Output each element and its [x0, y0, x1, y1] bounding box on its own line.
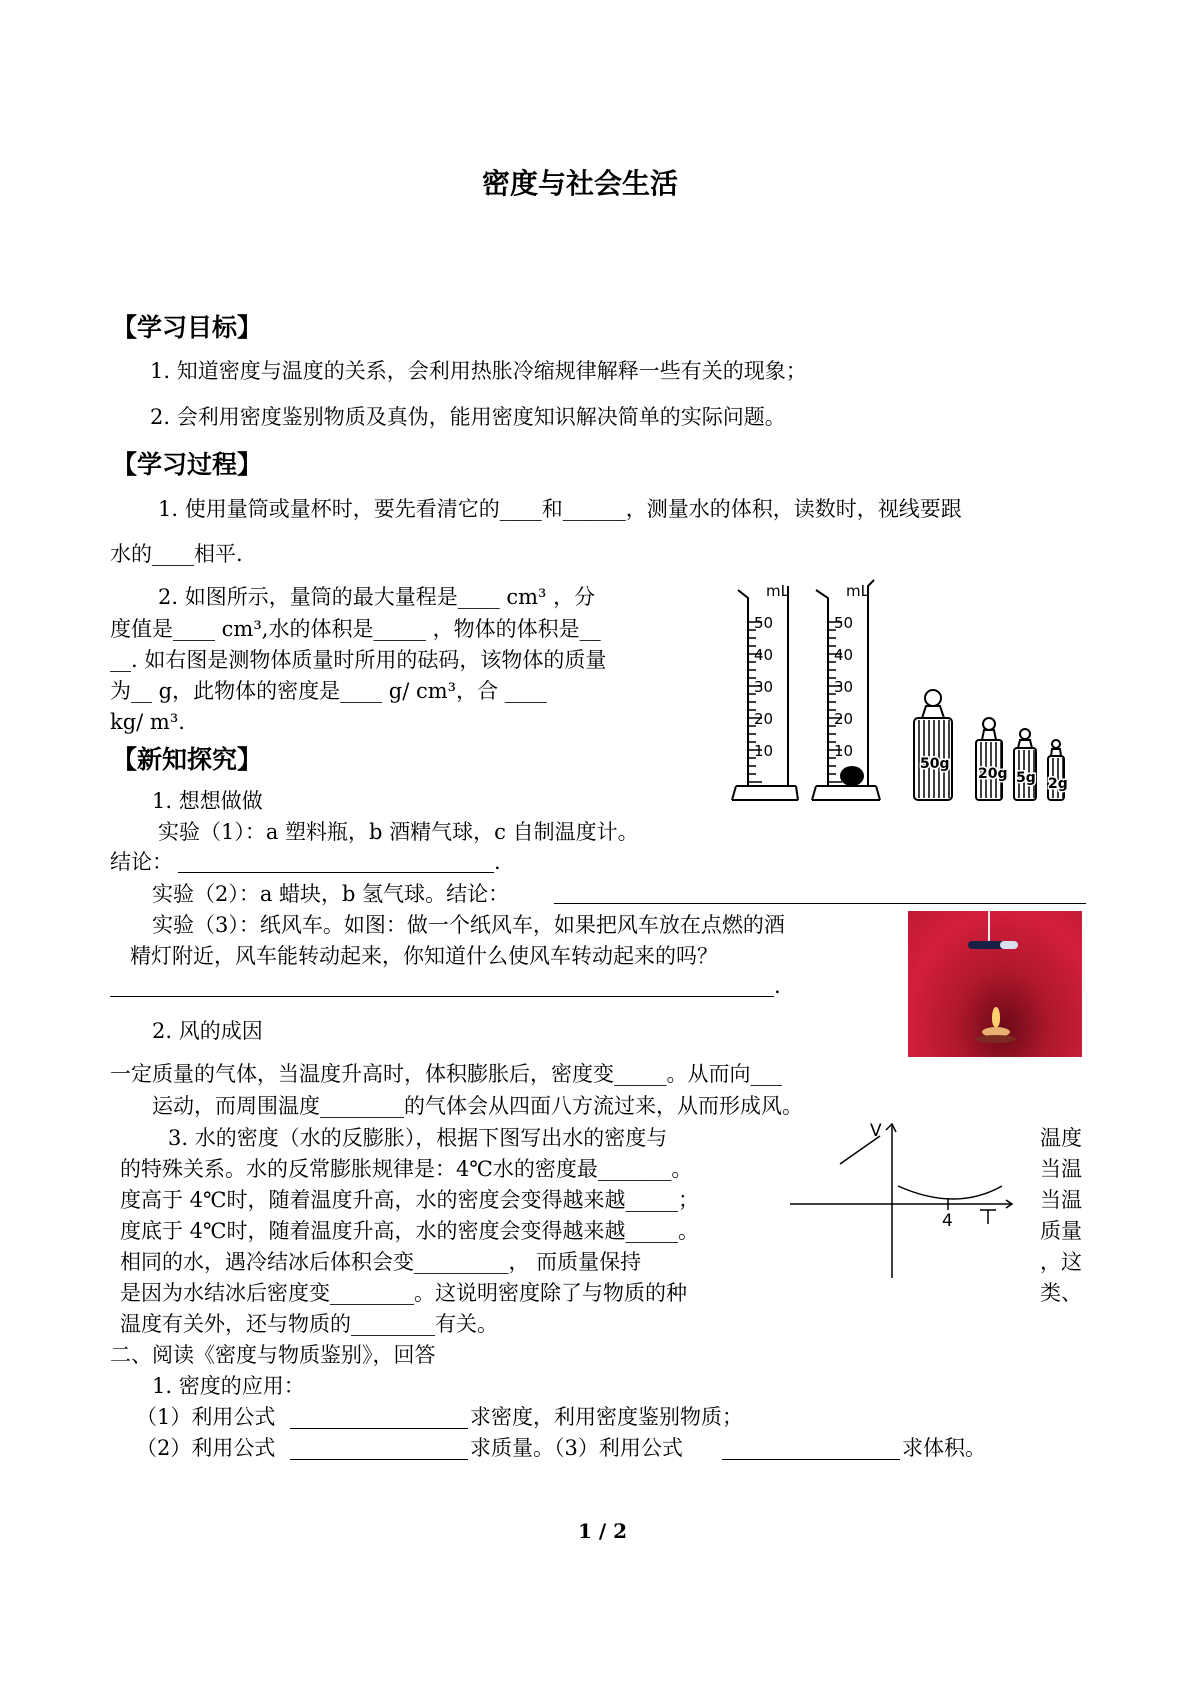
question-2-line: 2. 如图所示，量筒的最大量程是____ cm³ ，分: [158, 585, 596, 609]
weight-label: 50g: [920, 756, 950, 772]
x-axis-label: T: [996, 1204, 997, 1205]
cylinder-tick-label: 10: [834, 742, 854, 760]
answer-blank[interactable]: [110, 996, 774, 997]
experiment-3-end: .: [774, 974, 781, 998]
experiment-1: 实验（1）：a 塑料瓶，b 酒精气球，c 自制温度计。: [158, 820, 639, 844]
answer-blank[interactable]: [722, 1459, 900, 1460]
experiment-3-line: 精灯附近，风车能转动起来，你知道什么使风车转动起来的吗？: [130, 944, 718, 968]
weight-label: 2g: [1048, 776, 1068, 792]
experiment-3-line: 实验（3）：纸风车。如图：做一个纸风车，如果把风车放在点燃的酒: [152, 913, 785, 937]
right-column-text: ，这: [1040, 1250, 1082, 1274]
cylinder-tick-label: 30: [834, 678, 854, 696]
cylinder-tick-label: 40: [834, 646, 854, 664]
formula-line: （1）利用公式: [136, 1405, 276, 1429]
conclusion-label: 结论：: [110, 850, 173, 874]
cylinder-unit-label: mL: [766, 582, 789, 600]
question-2-line: 度值是____ cm³,水的体积是_____ ，物体的体积是__: [110, 617, 601, 641]
right-column-text: 当温: [1040, 1188, 1082, 1212]
formula-line: 求体积。: [902, 1436, 986, 1460]
windmill-photo: [908, 911, 1082, 1057]
volume-temperature-graph: [790, 1120, 1020, 1280]
question-1-line: 1. 使用量筒或量杯时，要先看清它的____和______，测量水的体积，读数时，视线要跟: [158, 497, 962, 521]
answer-blank[interactable]: [290, 1459, 468, 1460]
paragraph: 2. 风的成因: [152, 1019, 263, 1043]
wind-line: 运动，而周围温度________的气体会从四面八方流过来，从而形成风。: [152, 1094, 803, 1118]
water-line: 温度有关外，还与物质的________有关。: [120, 1312, 498, 1336]
cylinder-tick-label: 10: [754, 742, 774, 760]
section-heading-reading: 二、阅读《密度与物质鉴别》，回答: [110, 1343, 436, 1367]
question-2-line: kg/ m³.: [110, 710, 185, 734]
weight-label: 5g: [1016, 770, 1036, 786]
right-column-text: 当温: [1040, 1157, 1082, 1181]
answer-blank[interactable]: [290, 1428, 468, 1429]
paragraph: 1. 想想做做: [152, 789, 263, 813]
x-tick-label: 4: [942, 1211, 953, 1231]
formula-line: （2）利用公式: [136, 1436, 276, 1460]
conclusion-end: .: [494, 850, 501, 874]
formula-line: 求质量。（3）利用公式: [470, 1436, 683, 1460]
water-line: 相同的水，遇冷结冰后体积会变_________， 而质量保持: [120, 1250, 642, 1274]
cylinder-tick-label: 20: [754, 710, 774, 728]
right-column-text: 类、: [1040, 1281, 1082, 1305]
weight-label: 20g: [978, 766, 1008, 782]
water-line: 度高于 4℃时，随着温度升高，水的密度会变得越来越_____；: [120, 1188, 700, 1212]
right-column-text: 温度: [1040, 1126, 1082, 1150]
cylinder-tick-label: 50: [754, 614, 774, 632]
right-column-text: 质量: [1040, 1219, 1082, 1243]
section-heading-goals: 【学习目标】: [112, 313, 263, 342]
water-line: 度底于 4℃时，随着温度升高，水的密度会变得越来越_____。: [120, 1219, 700, 1243]
cylinder-tick-label: 40: [754, 646, 774, 664]
cylinder-tick-label: 50: [834, 614, 854, 632]
curve-water: [898, 1186, 1002, 1199]
submerged-object: [840, 766, 864, 786]
question-2-line: __. 如右图是测物体质量时所用的砝码，该物体的质量: [110, 648, 607, 672]
water-line: 3. 水的密度（水的反膨胀），根据下图写出水的密度与: [168, 1126, 668, 1150]
page-title: 密度与社会生活: [482, 167, 679, 200]
section-heading-explore: 【新知探究】: [112, 745, 263, 774]
cylinders-weights-figure: [730, 578, 1090, 810]
cylinder-tick-label: 30: [754, 678, 774, 696]
paragraph: 1. 密度的应用：: [152, 1374, 305, 1398]
goal-item: 1. 知道密度与温度的关系，会利用热胀冷缩规律解释一些有关的现象；: [150, 359, 807, 383]
answer-blank[interactable]: [178, 872, 494, 873]
page-number: 1 / 2: [578, 1519, 628, 1543]
cylinder-unit-label: mL: [846, 582, 869, 600]
y-axis-label: V: [870, 1121, 882, 1141]
formula-line: 求密度，利用密度鉴别物质；: [470, 1405, 743, 1429]
water-line: 是因为水结冰后密度变________。这说明密度除了与物质的种: [120, 1281, 687, 1305]
goal-item: 2. 会利用密度鉴别物质及真伪，能用密度知识解决简单的实际问题。: [150, 405, 786, 429]
water-line: 的特殊关系。水的反常膨胀规律是：4℃水的密度最_______。: [120, 1157, 693, 1181]
section-heading-process: 【学习过程】: [112, 450, 263, 479]
experiment-2: 实验（2）：a 蜡块，b 氢气球。结论：: [152, 882, 510, 906]
question-2-line: 为__ g，此物体的密度是____ g/ cm³，合 ____: [110, 679, 547, 703]
cylinder-tick-label: 20: [834, 710, 854, 728]
question-1-line: 水的____相平.: [110, 542, 243, 566]
wind-line: 一定质量的气体，当温度升高时，体积膨胀后，密度变_____。从而向___: [110, 1062, 782, 1086]
answer-blank[interactable]: [554, 903, 1086, 904]
